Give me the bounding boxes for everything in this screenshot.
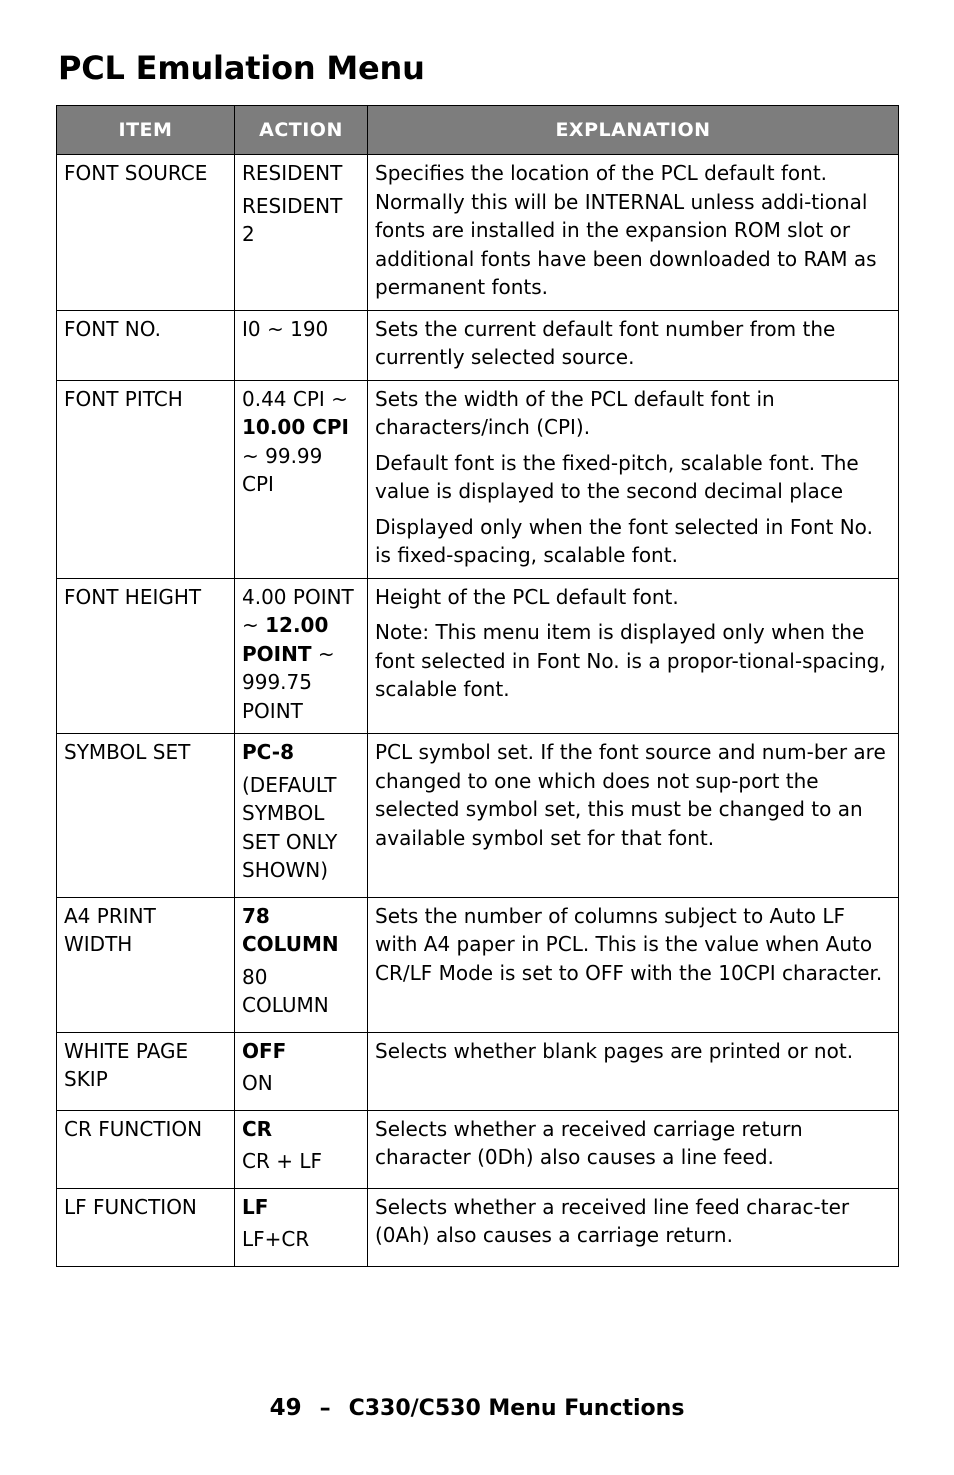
action-cell bbox=[235, 155, 368, 311]
explanation-cell bbox=[368, 380, 899, 578]
action-range-part: ~ 999.75 POINT bbox=[242, 641, 335, 723]
explanation-paragraph: Selects whether blank pages are printed or not. bbox=[375, 1038, 854, 1063]
explanation-paragraph: Sets the width of the PCL default font in characters/inch (CPI). bbox=[375, 386, 775, 439]
action-range-default: 12.00 POINT bbox=[242, 613, 329, 666]
table-row bbox=[57, 897, 899, 1032]
footer-section-title: C330/C530 Menu Functions bbox=[348, 1396, 685, 1421]
page-title: PCL Emulation Menu bbox=[58, 49, 425, 87]
page-footer bbox=[0, 1392, 954, 1425]
table-row bbox=[57, 310, 899, 380]
action-cell bbox=[235, 1110, 368, 1188]
table-row bbox=[57, 734, 899, 898]
action-option-default: 78 COLUMN bbox=[242, 903, 339, 956]
action-range-part: 0.44 CPI ~ bbox=[242, 386, 348, 411]
table-row bbox=[57, 1110, 899, 1188]
action-option: ON bbox=[242, 1071, 273, 1095]
table-row bbox=[57, 578, 899, 734]
action-option: CR + LF bbox=[242, 1149, 322, 1173]
explanation-paragraph: Sets the number of columns subject to Auto LF with A4 paper in PCL. This is the value when Auto CR/LF Mode is set to OFF with the 10CPI character. bbox=[375, 903, 883, 985]
explanation-cell bbox=[368, 1032, 899, 1110]
header-explanation: EXPLANATION bbox=[368, 106, 899, 155]
table-row bbox=[57, 155, 899, 311]
table-row bbox=[57, 380, 899, 578]
explanation-paragraph: Note: This menu item is displayed only when the font selected in Font No. is a propor-tional-spacing, scalable font. bbox=[375, 620, 886, 701]
table-body bbox=[57, 155, 899, 1267]
item-cell: FONT PITCH bbox=[57, 380, 235, 578]
action-cell bbox=[235, 578, 368, 734]
action-range-part: ~ 99.99 CPI bbox=[242, 443, 323, 496]
action-option: RESIDENT 2 bbox=[242, 193, 343, 246]
explanation-cell bbox=[368, 897, 899, 1032]
action-option-default: CR bbox=[242, 1116, 273, 1141]
explanation-cell bbox=[368, 1110, 899, 1188]
explanation-paragraph: Selects whether a received line feed charac-ter (0Ah) also causes a carriage return. bbox=[375, 1194, 850, 1247]
action-range-default: 10.00 CPI bbox=[242, 415, 350, 439]
explanation-cell bbox=[368, 155, 899, 311]
action-cell bbox=[235, 380, 368, 578]
item-cell: FONT SOURCE bbox=[57, 155, 235, 311]
explanation-paragraph: Sets the current default font number from the currently selected source. bbox=[375, 316, 836, 369]
explanation-cell bbox=[368, 310, 899, 380]
header-item: ITEM bbox=[57, 106, 235, 155]
action-option: I0 ~ 190 bbox=[242, 316, 329, 341]
table-header-row bbox=[57, 106, 899, 155]
item-cell: A4 PRINT WIDTH bbox=[57, 897, 235, 1032]
item-cell: CR FUNCTION bbox=[57, 1110, 235, 1188]
explanation-paragraph: PCL symbol set. If the font source and num-ber are changed to one which does not sup-port the selected symbol set, this must be changed to an available symbol set for that font. bbox=[375, 740, 886, 850]
action-option: (DEFAULT SYMBOL SET ONLY SHOWN) bbox=[242, 772, 338, 882]
action-option: LF+CR bbox=[242, 1227, 310, 1251]
action-cell bbox=[235, 310, 368, 380]
explanation-paragraph: Displayed only when the font selected in Font No. is fixed-spacing, scalable font. bbox=[375, 514, 873, 567]
action-option-default: LF bbox=[242, 1194, 269, 1219]
item-cell: FONT HEIGHT bbox=[57, 578, 235, 734]
action-option-default: OFF bbox=[242, 1038, 287, 1063]
explanation-paragraph: Specifies the location of the PCL default font. Normally this will be INTERNAL unless addi-tional fonts are installed in the expansion ROM slot or additional fonts have been downloaded to RAM as permanent fonts. bbox=[375, 161, 877, 299]
pcl-emulation-menu-table bbox=[56, 105, 899, 1267]
explanation-paragraph: Default font is the fixed-pitch, scalable font. The value is displayed to the second decimal place bbox=[375, 450, 859, 503]
explanation-cell bbox=[368, 578, 899, 734]
action-cell bbox=[235, 734, 368, 898]
table-row bbox=[57, 1032, 899, 1110]
item-cell: SYMBOL SET bbox=[57, 734, 235, 898]
action-range-part: 4.00 POINT ~ bbox=[242, 584, 354, 637]
action-cell bbox=[235, 1188, 368, 1266]
explanation-paragraph: Selects whether a received carriage return character (0Dh) also causes a line feed. bbox=[375, 1116, 803, 1169]
action-option: RESIDENT bbox=[242, 161, 343, 185]
page-number: 49 bbox=[269, 1395, 302, 1421]
action-option-default: PC-8 bbox=[242, 740, 295, 764]
explanation-cell bbox=[368, 734, 899, 898]
footer-separator: – bbox=[319, 1396, 331, 1421]
explanation-cell bbox=[368, 1188, 899, 1266]
item-cell: LF FUNCTION bbox=[57, 1188, 235, 1266]
explanation-paragraph: Height of the PCL default font. bbox=[375, 584, 679, 609]
table-row bbox=[57, 1188, 899, 1266]
action-cell bbox=[235, 897, 368, 1032]
action-cell bbox=[235, 1032, 368, 1110]
item-cell: FONT NO. bbox=[57, 310, 235, 380]
header-action: ACTION bbox=[235, 106, 368, 155]
action-option: 80 COLUMN bbox=[242, 964, 329, 1017]
item-cell: WHITE PAGE SKIP bbox=[57, 1032, 235, 1110]
